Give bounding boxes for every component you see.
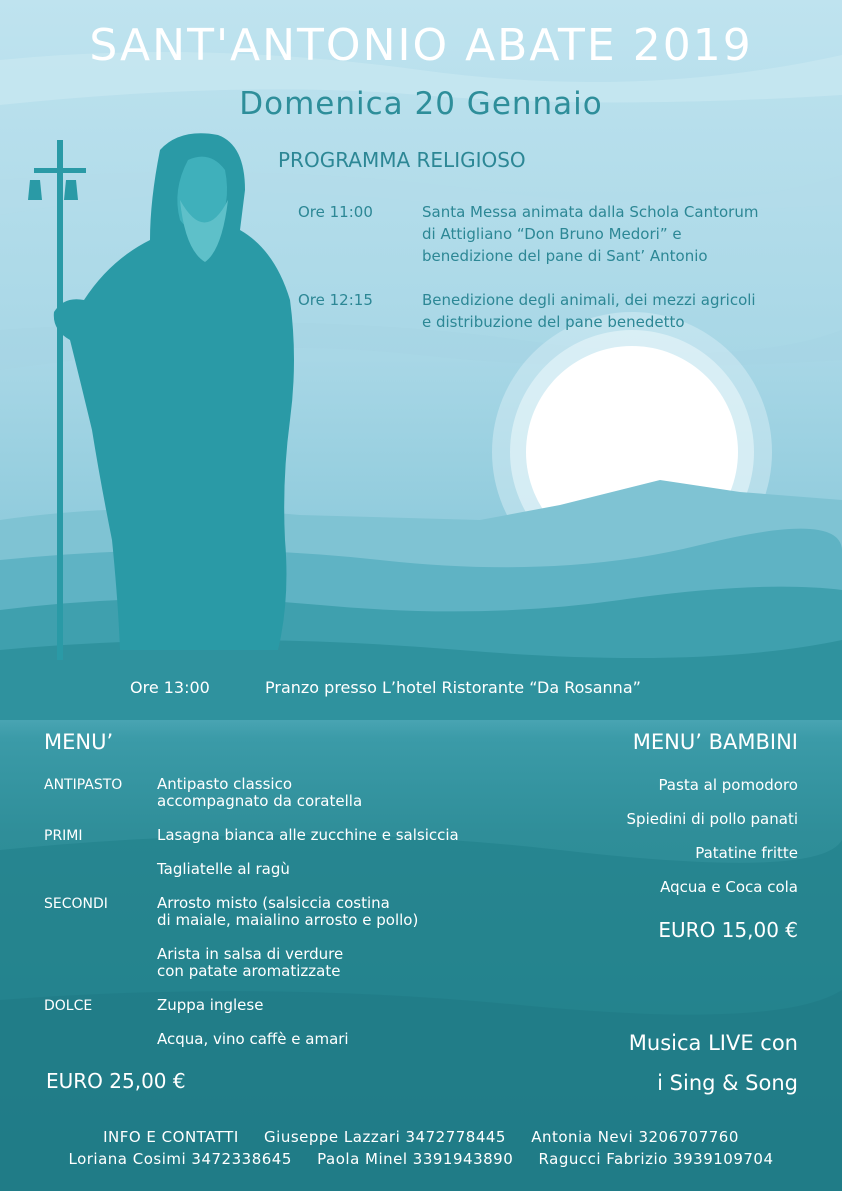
contacts-line	[0, 1150, 842, 1168]
menu-item: Acqua, vino caffè e amari	[157, 1030, 349, 1048]
kids-menu-item: Spiedini di pollo panati	[626, 810, 798, 828]
schedule-line: benedizione del pane di Sant’ Antonio	[422, 247, 708, 265]
event-date: Domenica 20 Gennaio	[239, 86, 603, 122]
menu-item: Antipasto classico accompagnato da coratella	[157, 775, 363, 810]
menu-price: EURO 25,00 €	[46, 1069, 186, 1093]
religious-program-heading: PROGRAMMA RELIGIOSO	[278, 148, 526, 172]
kids-menu-item: Patatine fritte	[695, 844, 798, 862]
course-label: PRIMI	[44, 828, 83, 844]
schedule-line: di Attigliano “Don Bruno Medori” e	[422, 225, 682, 243]
contacts-line	[0, 1128, 842, 1146]
schedule-line: e distribuzione del pane benedetto	[422, 313, 685, 331]
schedule-description	[422, 289, 822, 333]
contact-entry: Giuseppe Lazzari 3472778445	[264, 1128, 506, 1146]
course-label: DOLCE	[44, 998, 93, 1014]
kids-menu-price: EURO 15,00 €	[658, 918, 798, 942]
contact-entry: Antonia Nevi 3206707760	[531, 1128, 739, 1146]
music-line: i Sing & Song	[657, 1071, 798, 1095]
schedule-line: Benedizione degli animali, dei mezzi agricoli	[422, 291, 756, 309]
kids-menu-heading: MENU’ BAMBINI	[632, 730, 798, 754]
menu-item: Tagliatelle al ragù	[157, 860, 290, 878]
schedule-description	[422, 201, 822, 267]
music-line: Musica LIVE con	[628, 1031, 798, 1055]
contacts-label: INFO E CONTATTI	[103, 1128, 239, 1146]
menu-item: Arista in salsa di verdure con patate aromatizzate	[157, 945, 344, 980]
kids-menu-item: Aqcua e Coca cola	[660, 878, 798, 896]
menu-item: Zuppa inglese	[157, 996, 264, 1014]
course-label: SECONDI	[44, 896, 108, 912]
contact-entry: Ragucci Fabrizio 3939109704	[538, 1150, 774, 1168]
schedule-time: Ore 12:15	[298, 291, 373, 309]
menu-item: Arrosto misto (salsiccia costina di maiale, maialino arrosto e pollo)	[157, 894, 419, 929]
contact-entry: Loriana Cosimi 3472338645	[68, 1150, 292, 1168]
kids-menu-item: Pasta al pomodoro	[658, 776, 798, 794]
contact-entry: Paola Minel 3391943890	[317, 1150, 514, 1168]
event-title: SANT'ANTONIO ABATE 2019	[89, 20, 753, 71]
menu-item: Lasagna bianca alle zucchine e salsiccia	[157, 826, 459, 844]
lunch-time: Ore 13:00	[130, 678, 210, 697]
menu-heading: MENU’	[44, 730, 114, 754]
schedule-time: Ore 11:00	[298, 203, 373, 221]
schedule-line: Santa Messa animata dalla Schola Cantorum	[422, 203, 759, 221]
lunch-venue: Pranzo presso L’hotel Ristorante “Da Rosanna”	[265, 678, 641, 697]
course-label: ANTIPASTO	[44, 777, 123, 793]
